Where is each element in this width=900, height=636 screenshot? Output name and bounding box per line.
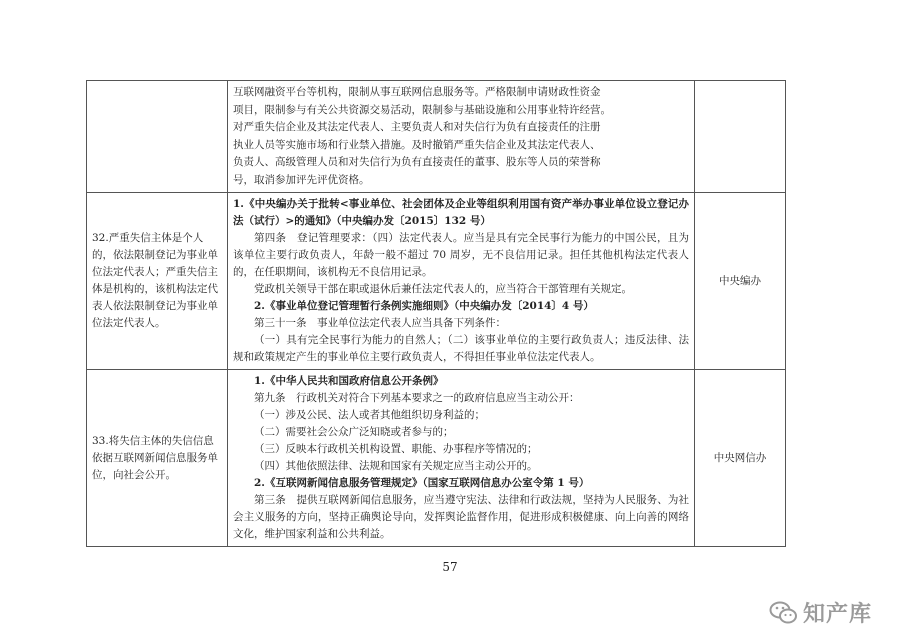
- basis-paragraph: （四）其他依照法律、法规和国家有关规定应当主动公开的。: [254, 460, 538, 472]
- department-cell: 中央编办: [695, 193, 786, 370]
- top-row-text: [228, 81, 695, 193]
- measure-cell: 32.严重失信主体是个人的，依法限制登记为事业单位法定代表人；严重失信主体是机构的，该机构法定代表人依法限制登记为事业单位法定代表人。: [87, 193, 228, 370]
- text-line: 项目，限制参与有关公共资源交易活动，限制参与基础设施和公用事业特许经营。: [233, 103, 611, 116]
- empty-cell: [87, 81, 228, 193]
- text-line: 号，取消参加评先评优资格。: [233, 173, 370, 186]
- basis-title: 2.《互联网新闻信息服务管理规定》（国家互联网信息办公室令第 1 号）: [254, 477, 590, 489]
- basis-paragraph: （一）涉及公民、法人或者其他组织切身利益的；: [254, 409, 485, 421]
- basis-paragraph: （三）反映本行政机关机构设置、职能、办事程序等情况的；: [254, 443, 538, 455]
- document-table: [86, 80, 786, 547]
- basis-title: 1.《中华人民共和国政府信息公开条例》: [254, 375, 444, 387]
- basis-paragraph: 第三条 提供互联网新闻信息服务，应当遵守宪法、法律和行政法规，坚持为人民服务、为社会主义服务的方向，坚持正确舆论导向，发挥舆论监督作用，促进形成积极健康、向上向善的网络文化，维护国家利益和公共利益。: [233, 494, 689, 540]
- empty-cell: [695, 81, 786, 193]
- basis-paragraph: 第三十一条 事业单位法定代表人应当具备下列条件：: [254, 317, 506, 329]
- basis-paragraph: 第四条 登记管理要求：（四）法定代表人。应当是具有完全民事行为能力的中国公民，且为该单位主要行政负责人，年龄一般不超过 70 周岁，无不良信用记录。担任其他机构法定代表人的，在任职期间，该机构无不良信用记录。: [233, 232, 689, 278]
- watermark: [769, 597, 872, 628]
- watermark-text: 知产库: [802, 602, 872, 627]
- basis-paragraph: 党政机关领导干部在职或退休后兼任法定代表人的，应当符合干部管理有关规定。: [254, 283, 632, 295]
- basis-paragraph: （一）具有完全民事行为能力的自然人；（二）该事业单位的主要行政负责人；违反法律、法规和政策规定产生的事业单位主要行政负责人，不得担任事业单位法定代表人。: [233, 334, 689, 363]
- table-row: [87, 81, 786, 193]
- table-row: [87, 370, 786, 547]
- page-number: 57: [442, 560, 458, 574]
- basis-title: 2.《事业单位登记管理暂行条例实施细则》（中央编办发〔2014〕4 号）: [254, 300, 594, 312]
- text-line: 负责人、高级管理人员和对失信行为负有直接责任的董事、股东等人员的荣誉称: [233, 156, 601, 168]
- measure-cell: 33.将失信主体的失信信息依据互联网新闻信息服务单位，向社会公开。: [87, 370, 228, 547]
- basis-paragraph: 第九条 行政机关对符合下列基本要求之一的政府信息应当主动公开：: [254, 392, 580, 404]
- department-cell: 中央网信办: [695, 370, 786, 547]
- basis-cell: [228, 370, 695, 547]
- basis-paragraph: （二）需要社会公众广泛知晓或者参与的；: [254, 426, 454, 438]
- table-row: [87, 193, 786, 370]
- basis-title: 1.《中央编办关于批转<事业单位、社会团体及企业等组织利用国有资产举办事业单位设立登记办法（试行）>的通知》（中央编办发〔2015〕132 号）: [233, 198, 689, 227]
- text-line: 对严重失信企业及其法定代表人、主要负责人和对失信行为负有直接责任的注册: [233, 121, 601, 133]
- text-line: 互联网融资平台等机构，限制从事互联网信息服务等。严格限制申请财政性资金: [233, 86, 601, 98]
- text-line: 执业人员等实施市场和行业禁入措施。及时撤销严重失信企业及其法定代表人、: [233, 138, 601, 151]
- wechat-icon: [769, 600, 799, 626]
- basis-cell: [228, 193, 695, 370]
